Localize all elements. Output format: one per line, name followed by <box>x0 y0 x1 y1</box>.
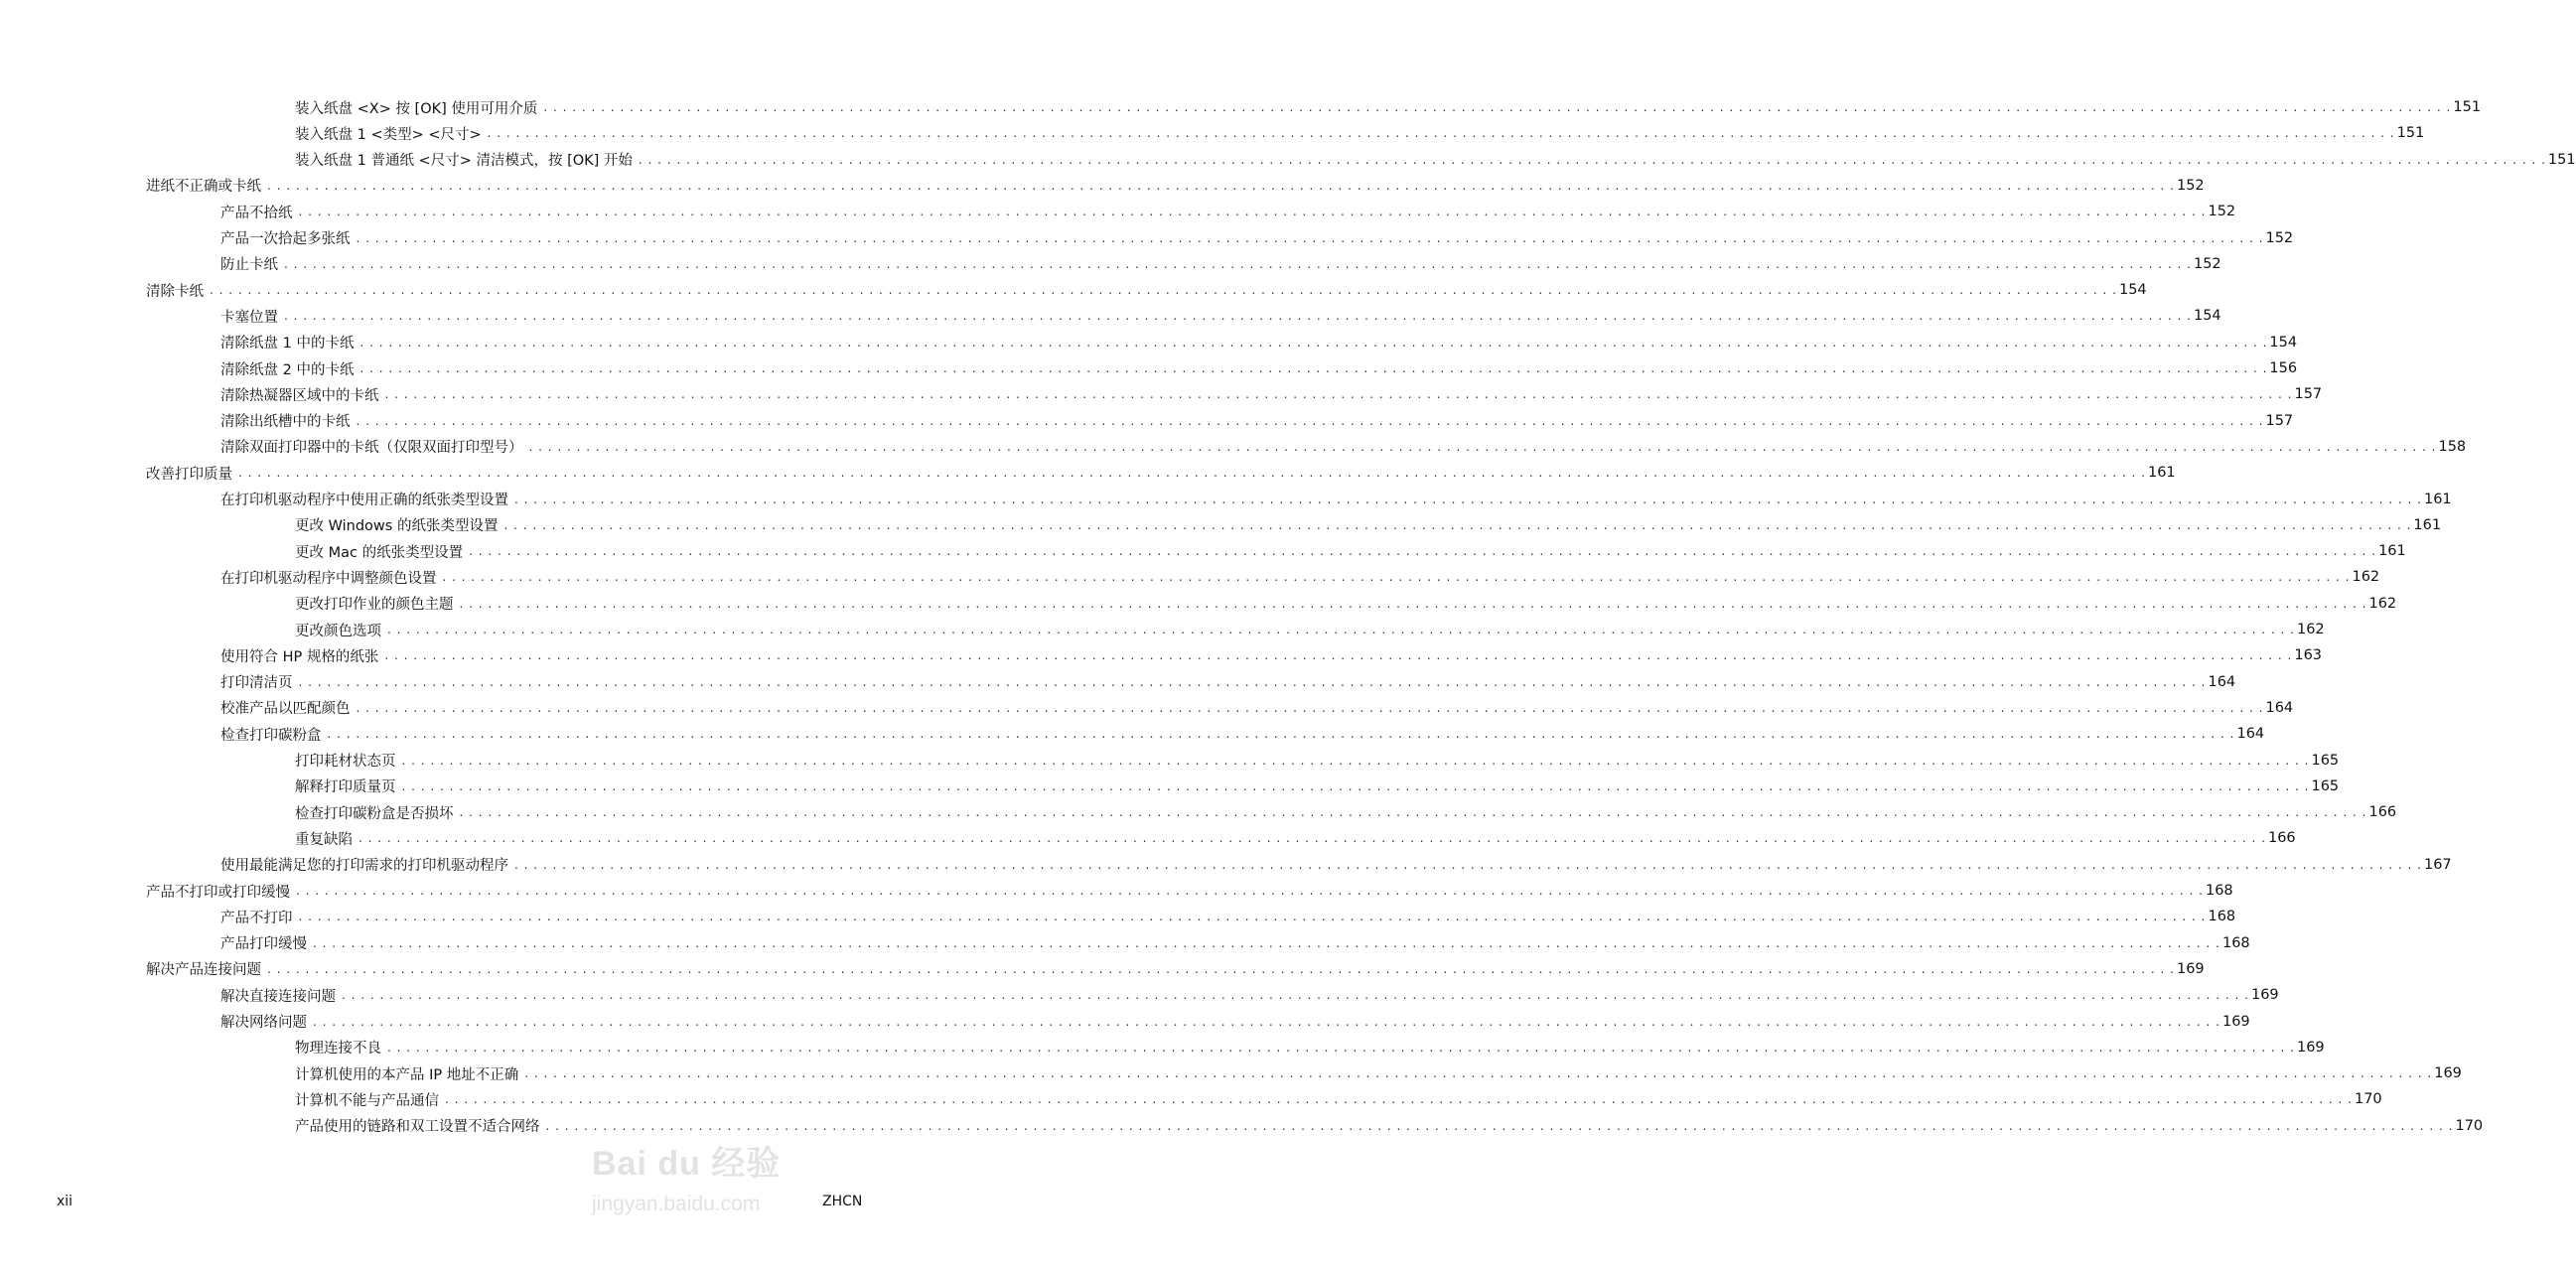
toc-entry-title: 进纸不正确或卡纸 <box>146 179 261 196</box>
dot-leader: . . . . . . . . . . . . . . . . . . . . . . . . . . . . . . . . . . . . . . . . . . . . . . . . . . . . . . . . . . . . . . . . . . . . . . . . . . . . . . . . . . . . . . . . . . . . . . . . . . . . . . . . . . . . . . . . . . . . . . . . . . . . . . . . . . . . . . . . . . . . . . . . . . . . . . . . . . . . . . . . . . . . . . . . . . . . . . . . . . . . . . . . . . . . . . . . . . . . . . . . <box>267 961 2175 976</box>
toc-entry-title: 打印耗材状态页 <box>295 754 396 770</box>
dot-leader: . . . . . . . . . . . . . . . . . . . . . . . . . . . . . . . . . . . . . . . . . . . . . . . . . . . . . . . . . . . . . . . . . . . . . . . . . . . . . . . . . . . . . . . . . . . . . . . . . . . . . . . . . . . . . . . . . . . . . . . . . . . . . . . . . . . . . . . . . . . . . . . . . . . . . . . . . . . . . . . . . . . . . . . . . . . . . . . . . . . . . . . . . . . . . . . . . . . . . . . . <box>387 1040 2295 1055</box>
toc-entry-page: 165 <box>2311 777 2340 794</box>
baidu-watermark <box>592 1144 816 1253</box>
toc-entry-page: 161 <box>2378 543 2406 560</box>
toc-entry-title: 解决网络问题 <box>220 1015 307 1031</box>
toc-entry-page: 167 <box>2423 856 2452 873</box>
toc-entry-page: 169 <box>2176 960 2205 977</box>
toc-entry[interactable] <box>295 825 2296 851</box>
toc-entry-title: 校准产品以匹配颜色 <box>220 701 351 718</box>
toc-entry-page: 156 <box>2269 360 2298 376</box>
toc-entry[interactable] <box>220 695 2294 721</box>
toc-entry[interactable] <box>220 199 2236 224</box>
toc-entry[interactable] <box>220 487 2452 512</box>
dot-leader: . . . . . . . . . . . . . . . . . . . . . . . . . . . . . . . . . . . . . . . . . . . . . . . . . . . . . . . . . . . . . . . . . . . . . . . . . . . . . . . . . . . . . . . . . . . . . . . . . . . . . . . . . . . . . . . . . . . . . . . . . . . . . . . . . . . . . . . . . . . . . . . . . . . . . . . . . . . . . . . . . . . . . . . . . . . . . . . . . . . . . . . . . . . . . . . . . . . . . . . . <box>543 100 2452 114</box>
toc-entry-title: 解决产品连接问题 <box>146 962 261 979</box>
dot-leader: . . . . . . . . . . . . . . . . . . . . . . . . . . . . . . . . . . . . . . . . . . . . . . . . . . . . . . . . . . . . . . . . . . . . . . . . . . . . . . . . . . . . . . . . . . . . . . . . . . . . . . . . . . . . . . . . . . . . . . . . . . . . . . . . . . . . . . . . . . . . . . . . . . . . . . . . . . . . . . . . . . . . . . . . . . . . . . . . . . . . . . . . . . . . . . . . . . . . . . . . <box>459 596 2367 611</box>
toc-entry[interactable] <box>220 381 2323 407</box>
toc-entry-page: 158 <box>2438 438 2467 455</box>
dot-leader: . . . . . . . . . . . . . . . . . . . . . . . . . . . . . . . . . . . . . . . . . . . . . . . . . . . . . . . . . . . . . . . . . . . . . . . . . . . . . . . . . . . . . . . . . . . . . . . . . . . . . . . . . . . . . . . . . . . . . . . . . . . . . . . . . . . . . . . . . . . . . . . . . . . . . . . . . . . . . . . . . . . . . . . . . . . . . . . . . . . . . . . . . . . . . . . . . . . . . . . . <box>267 178 2175 193</box>
toc-entry-page: 151 <box>2453 99 2482 115</box>
toc-entry-page: 169 <box>2296 1039 2325 1056</box>
toc-entry-page: 152 <box>2176 177 2205 194</box>
dot-leader: . . . . . . . . . . . . . . . . . . . . . . . . . . . . . . . . . . . . . . . . . . . . . . . . . . . . . . . . . . . . . . . . . . . . . . . . . . . . . . . . . . . . . . . . . . . . . . . . . . . . . . . . . . . . . . . . . . . . . . . . . . . . . . . . . . . . . . . . . . . . . . . . . . . . . . . . . . . . . . . . . . . . . . . . . . . . . . . . . . . . . . . . . . . . . . . . . . . . . . . . <box>384 648 2293 663</box>
toc-entry-title: 使用最能满足您的打印需求的打印机驱动程序 <box>220 858 508 875</box>
toc-entry-title: 在打印机驱动程序中使用正确的纸张类型设置 <box>220 493 508 508</box>
toc-entry-title: 卡塞位置 <box>220 309 278 326</box>
toc-entry-title: 检查打印碳粉盒是否损坏 <box>295 805 454 822</box>
toc-entry-title: 计算机不能与产品通信 <box>295 1092 439 1109</box>
dot-leader: . . . . . . . . . . . . . . . . . . . . . . . . . . . . . . . . . . . . . . . . . . . . . . . . . . . . . . . . . . . . . . . . . . . . . . . . . . . . . . . . . . . . . . . . . . . . . . . . . . . . . . . . . . . . . . . . . . . . . . . . . . . . . . . . . . . . . . . . . . . . . . . . . . . . . . . . . . . . . . . . . . . . . . . . . . . . . . . . . . . . . . . . . . . . . . . . . . . . . . . . <box>469 544 2377 559</box>
toc-entry-title: 更改 Windows 的纸张类型设置 <box>295 518 499 535</box>
toc-entry[interactable] <box>295 512 2442 538</box>
toc-entry-title: 打印清洁页 <box>220 675 293 692</box>
toc-entry-page: 161 <box>2147 465 2176 482</box>
dot-leader: . . . . . . . . . . . . . . . . . . . . . . . . . . . . . . . . . . . . . . . . . . . . . . . . . . . . . . . . . . . . . . . . . . . . . . . . . . . . . . . . . . . . . . . . . . . . . . . . . . . . . . . . . . . . . . . . . . . . . . . . . . . . . . . . . . . . . . . . . . . . . . . . . . . . . . . . . . . . . . . . . . . . . . . . . . . . . . . . . . . . . . . . . . . . . . . . . . . . . . . . <box>442 570 2351 585</box>
dot-leader: . . . . . . . . . . . . . . . . . . . . . . . . . . . . . . . . . . . . . . . . . . . . . . . . . . . . . . . . . . . . . . . . . . . . . . . . . . . . . . . . . . . . . . . . . . . . . . . . . . . . . . . . . . . . . . . . . . . . . . . . . . . . . . . . . . . . . . . . . . . . . . . . . . . . . . . . . . . . . . . . . . . . . . . . . . . . . . . . . . . . . . . . . . . . . . . . . . . . . . . . <box>487 126 2395 141</box>
toc-entry-page: 152 <box>2265 229 2294 246</box>
dot-leader: . . . . . . . . . . . . . . . . . . . . . . . . . . . . . . . . . . . . . . . . . . . . . . . . . . . . . . . . . . . . . . . . . . . . . . . . . . . . . . . . . . . . . . . . . . . . . . . . . . . . . . . . . . . . . . . . . . . . . . . . . . . . . . . . . . . . . . . . . . . . . . . . . . . . . . . . . . . . . . . . . . . . . . . . . . . . . . . . . . . . . . . . . . . . . . . . . . . . . . . . <box>545 1118 2454 1133</box>
toc-entry-page: 152 <box>2208 204 2236 220</box>
toc-entry-title: 产品不打印 <box>220 910 293 926</box>
toc-entry-page: 168 <box>2205 883 2233 899</box>
toc-entry[interactable] <box>295 1035 2325 1060</box>
toc-entry[interactable] <box>295 591 2397 617</box>
toc-entry-page: 165 <box>2311 752 2340 769</box>
dot-leader: . . . . . . . . . . . . . . . . . . . . . . . . . . . . . . . . . . . . . . . . . . . . . . . . . . . . . . . . . . . . . . . . . . . . . . . . . . . . . . . . . . . . . . . . . . . . . . . . . . . . . . . . . . . . . . . . . . . . . . . . . . . . . . . . . . . . . . . . . . . . . . . . . . . . . . . . . . . . . . . . . . . . . . . . . . . . . . . . . . . . . . . . . . . . . . . . . . . . . . . . <box>313 935 2220 950</box>
dot-leader: . . . . . . . . . . . . . . . . . . . . . . . . . . . . . . . . . . . . . . . . . . . . . . . . . . . . . . . . . . . . . . . . . . . . . . . . . . . . . . . . . . . . . . . . . . . . . . . . . . . . . . . . . . . . . . . . . . . . . . . . . . . . . . . . . . . . . . . . . . . . . . . . . . . . . . . . . . . . . . . . . . . . . . . . . . . . . . . . . . . . . . . . . . . . . . . . . . . . . . . . <box>638 152 2546 167</box>
toc-entry-title: 物理连接不良 <box>295 1041 381 1058</box>
dot-leader: . . . . . . . . . . . . . . . . . . . . . . . . . . . . . . . . . . . . . . . . . . . . . . . . . . . . . . . . . . . . . . . . . . . . . . . . . . . . . . . . . . . . . . . . . . . . . . . . . . . . . . . . . . . . . . . . . . . . . . . . . . . . . . . . . . . . . . . . . . . . . . . . . . . . . . . . . . . . . . . . . . . . . . . . . . . . . . . . . . . . . . . . . . . . . . . . . . . . . . . . <box>342 988 2249 1003</box>
toc-entry-page: 154 <box>2193 308 2221 325</box>
dot-leader: . . . . . . . . . . . . . . . . . . . . . . . . . . . . . . . . . . . . . . . . . . . . . . . . . . . . . . . . . . . . . . . . . . . . . . . . . . . . . . . . . . . . . . . . . . . . . . . . . . . . . . . . . . . . . . . . . . . . . . . . . . . . . . . . . . . . . . . . . . . . . . . . . . . . . . . . . . . . . . . . . . . . . . . . . . . . . . . . . . . . . . . . . . . . . . . . . . . . . . . . <box>359 335 2268 350</box>
toc-entry-page: 169 <box>2250 987 2279 1004</box>
toc-entry-title: 使用符合 HP 规格的纸张 <box>220 648 379 665</box>
toc-entry-title: 在打印机驱动程序中调整颜色设置 <box>220 570 437 587</box>
toc-entry-title: 产品使用的链路和双工设置不适合网络 <box>295 1119 540 1136</box>
dot-leader: . . . . . . . . . . . . . . . . . . . . . . . . . . . . . . . . . . . . . . . . . . . . . . . . . . . . . . . . . . . . . . . . . . . . . . . . . . . . . . . . . . . . . . . . . . . . . . . . . . . . . . . . . . . . . . . . . . . . . . . . . . . . . . . . . . . . . . . . . . . . . . . . . . . . . . . . . . . . . . . . . . . . . . . . . . . . . . . . . . . . . . . . . . . . . . . . . . . . . . . . <box>356 413 2264 428</box>
toc-entry-page: 161 <box>2423 491 2452 507</box>
toc-entry-title: 清除纸盘 2 中的卡纸 <box>220 361 355 378</box>
toc-entry[interactable] <box>295 799 2397 825</box>
toc-entry[interactable] <box>220 1009 2250 1035</box>
toc-entry[interactable] <box>146 460 2176 486</box>
toc-entry[interactable] <box>220 408 2294 434</box>
toc-entry-page: 170 <box>2455 1117 2484 1134</box>
toc-entry[interactable] <box>220 303 2221 329</box>
toc-entry[interactable] <box>220 852 2452 878</box>
toc-entry[interactable] <box>220 355 2298 381</box>
toc-entry-title: 清除出纸槽中的卡纸 <box>220 414 351 431</box>
toc-entry[interactable] <box>220 721 2265 747</box>
dot-leader: . . . . . . . . . . . . . . . . . . . . . . . . . . . . . . . . . . . . . . . . . . . . . . . . . . . . . . . . . . . . . . . . . . . . . . . . . . . . . . . . . . . . . . . . . . . . . . . . . . . . . . . . . . . . . . . . . . . . . . . . . . . . . . . . . . . . . . . . . . . . . . . . . . . . . . . . . . . . . . . . . . . . . . . . . . . . . . . . . . . . . . . . . . . . . . . . . . . . . . . . <box>524 1066 2433 1081</box>
toc-entry[interactable] <box>220 330 2298 355</box>
toc-entry-page: 166 <box>2368 804 2397 821</box>
toc-entry-title: 计算机使用的本产品 IP 地址不正确 <box>295 1066 519 1083</box>
toc-entry[interactable] <box>146 173 2205 199</box>
dot-leader: . . . . . . . . . . . . . . . . . . . . . . . . . . . . . . . . . . . . . . . . . . . . . . . . . . . . . . . . . . . . . . . . . . . . . . . . . . . . . . . . . . . . . . . . . . . . . . . . . . . . . . . . . . . . . . . . . . . . . . . . . . . . . . . . . . . . . . . . . . . . . . . . . . . . . . . . . . . . . . . . . . . . . . . . . . . . . . . . . . . . . . . . . . . . . . . . . . . . . . . . <box>210 283 2117 298</box>
toc-entry[interactable] <box>220 564 2380 590</box>
toc-entry-page: 166 <box>2267 830 2296 847</box>
dot-leader: . . . . . . . . . . . . . . . . . . . . . . . . . . . . . . . . . . . . . . . . . . . . . . . . . . . . . . . . . . . . . . . . . . . . . . . . . . . . . . . . . . . . . . . . . . . . . . . . . . . . . . . . . . . . . . . . . . . . . . . . . . . . . . . . . . . . . . . . . . . . . . . . . . . . . . . . . . . . . . . . . . . . . . . . . . . . . . . . . . . . . . . . . . . . . . . . . . . . . . . . <box>514 492 2422 506</box>
toc-entry-title: 清除双面打印器中的卡纸（仅限双面打印型号） <box>220 440 523 457</box>
toc-entry-title: 更改颜色选项 <box>295 623 381 639</box>
toc-entry-title: 产品打印缓慢 <box>220 936 307 953</box>
dot-leader: . . . . . . . . . . . . . . . . . . . . . . . . . . . . . . . . . . . . . . . . . . . . . . . . . . . . . . . . . . . . . . . . . . . . . . . . . . . . . . . . . . . . . . . . . . . . . . . . . . . . . . . . . . . . . . . . . . . . . . . . . . . . . . . . . . . . . . . . . . . . . . . . . . . . . . . . . . . . . . . . . . . . . . . . . . . . . . . . . . . . . . . . . . . . . . . . . . . . . . . . <box>459 805 2367 820</box>
page-number: xii <box>57 1194 73 1209</box>
toc-entry-title: 产品一次拾起多张纸 <box>220 231 351 247</box>
toc-entry[interactable] <box>220 982 2279 1008</box>
toc-entry[interactable] <box>295 1113 2484 1139</box>
toc-entry-page: 152 <box>2193 255 2221 272</box>
dot-leader: . . . . . . . . . . . . . . . . . . . . . . . . . . . . . . . . . . . . . . . . . . . . . . . . . . . . . . . . . . . . . . . . . . . . . . . . . . . . . . . . . . . . . . . . . . . . . . . . . . . . . . . . . . . . . . . . . . . . . . . . . . . . . . . . . . . . . . . . . . . . . . . . . . . . . . . . . . . . . . . . . . . . . . . . . . . . . . . . . . . . . . . . . . . . . . . . . . . . . . . . <box>356 230 2264 245</box>
toc-entry[interactable] <box>295 1060 2462 1086</box>
toc-entry-title: 解释打印质量页 <box>295 779 396 796</box>
toc-entry[interactable] <box>295 774 2340 799</box>
dot-leader: . . . . . . . . . . . . . . . . . . . . . . . . . . . . . . . . . . . . . . . . . . . . . . . . . . . . . . . . . . . . . . . . . . . . . . . . . . . . . . . . . . . . . . . . . . . . . . . . . . . . . . . . . . . . . . . . . . . . . . . . . . . . . . . . . . . . . . . . . . . . . . . . . . . . . . . . . . . . . . . . . . . . . . . . . . . . . . . . . . . . . . . . . . . . . . . . . . . . . . . . <box>514 857 2422 872</box>
toc-entry-page: 168 <box>2208 909 2236 925</box>
toc-entry-title: 清除卡纸 <box>146 283 204 300</box>
toc-entry-page: 164 <box>2208 673 2236 690</box>
toc-entry-title: 清除纸盘 1 中的卡纸 <box>220 336 355 353</box>
dot-leader: . . . . . . . . . . . . . . . . . . . . . . . . . . . . . . . . . . . . . . . . . . . . . . . . . . . . . . . . . . . . . . . . . . . . . . . . . . . . . . . . . . . . . . . . . . . . . . . . . . . . . . . . . . . . . . . . . . . . . . . . . . . . . . . . . . . . . . . . . . . . . . . . . . . . . . . . . . . . . . . . . . . . . . . . . . . . . . . . . . . . . . . . . . . . . . . . . . . . . . . . <box>387 623 2295 636</box>
toc-entry[interactable] <box>220 434 2467 460</box>
toc-entry-title: 更改打印作业的颜色主题 <box>295 597 454 614</box>
dot-leader: . . . . . . . . . . . . . . . . . . . . . . . . . . . . . . . . . . . . . . . . . . . . . . . . . . . . . . . . . . . . . . . . . . . . . . . . . . . . . . . . . . . . . . . . . . . . . . . . . . . . . . . . . . . . . . . . . . . . . . . . . . . . . . . . . . . . . . . . . . . . . . . . . . . . . . . . . . . . . . . . . . . . . . . . . . . . . . . . . . . . . . . . . . . . . . . . . . . . . . . . <box>238 466 2146 481</box>
watermark-url: jingyan.baidu.com <box>592 1193 761 1215</box>
toc-entry-page: 169 <box>2434 1065 2462 1082</box>
toc-entry[interactable] <box>295 94 2482 120</box>
dot-leader: . . . . . . . . . . . . . . . . . . . . . . . . . . . . . . . . . . . . . . . . . . . . . . . . . . . . . . . . . . . . . . . . . . . . . . . . . . . . . . . . . . . . . . . . . . . . . . . . . . . . . . . . . . . . . . . . . . . . . . . . . . . . . . . . . . . . . . . . . . . . . . . . . . . . . . . . . . . . . . . . . . . . . . . . . . . . . . . . . . . . . . . . . . . . . . . . . . . . . . . . <box>296 884 2204 898</box>
toc-entry-title: 防止卡纸 <box>220 257 278 274</box>
toc-entry-title: 装入纸盘 1 普通纸 <尺寸> 清洁模式，按 [OK] 开始 <box>295 153 633 170</box>
toc-entry-page: 162 <box>2296 622 2325 637</box>
dot-leader: . . . . . . . . . . . . . . . . . . . . . . . . . . . . . . . . . . . . . . . . . . . . . . . . . . . . . . . . . . . . . . . . . . . . . . . . . . . . . . . . . . . . . . . . . . . . . . . . . . . . . . . . . . . . . . . . . . . . . . . . . . . . . . . . . . . . . . . . . . . . . . . . . . . . . . . . . . . . . . . . . . . . . . . . . . . . . . . . . . . . . . . . . . . . . . . . . . . . . . . . <box>298 205 2207 219</box>
toc-entry-page: 163 <box>2294 647 2323 664</box>
toc-entry[interactable] <box>295 617 2325 642</box>
dot-leader: . . . . . . . . . . . . . . . . . . . . . . . . . . . . . . . . . . . . . . . . . . . . . . . . . . . . . . . . . . . . . . . . . . . . . . . . . . . . . . . . . . . . . . . . . . . . . . . . . . . . . . . . . . . . . . . . . . . . . . . . . . . . . . . . . . . . . . . . . . . . . . . . . . . . . . . . . . . . . . . . . . . . . . . . . . . . . . . . . . . . . . . . . . . . . . . . . . . . . . . . <box>298 674 2207 689</box>
toc-entry-page: 151 <box>2396 125 2425 142</box>
toc-entry-title: 装入纸盘 1 <类型> <尺寸> <box>295 126 482 143</box>
toc-entry[interactable] <box>220 642 2323 668</box>
dot-leader: . . . . . . . . . . . . . . . . . . . . . . . . . . . . . . . . . . . . . . . . . . . . . . . . . . . . . . . . . . . . . . . . . . . . . . . . . . . . . . . . . . . . . . . . . . . . . . . . . . . . . . . . . . . . . . . . . . . . . . . . . . . . . . . . . . . . . . . . . . . . . . . . . . . . . . . . . . . . . . . . . . . . . . . . . . . . . . . . . . . . . . . . . . . . . . . . . . . . . . . . <box>359 361 2268 375</box>
toc-entry[interactable] <box>295 538 2406 564</box>
toc-entry-page: 154 <box>2269 334 2298 351</box>
dot-leader: . . . . . . . . . . . . . . . . . . . . . . . . . . . . . . . . . . . . . . . . . . . . . . . . . . . . . . . . . . . . . . . . . . . . . . . . . . . . . . . . . . . . . . . . . . . . . . . . . . . . . . . . . . . . . . . . . . . . . . . . . . . . . . . . . . . . . . . . . . . . . . . . . . . . . . . . . . . . . . . . . . . . . . . . . . . . . . . . . . . . . . . . . . . . . . . . . . . . . . . . <box>358 831 2266 846</box>
toc-entry[interactable] <box>220 669 2236 695</box>
dot-leader: . . . . . . . . . . . . . . . . . . . . . . . . . . . . . . . . . . . . . . . . . . . . . . . . . . . . . . . . . . . . . . . . . . . . . . . . . . . . . . . . . . . . . . . . . . . . . . . . . . . . . . . . . . . . . . . . . . . . . . . . . . . . . . . . . . . . . . . . . . . . . . . . . . . . . . . . . . . . . . . . . . . . . . . . . . . . . . . . . . . . . . . . . . . . . . . . . . . . . . . . <box>284 309 2192 324</box>
toc-entry[interactable] <box>220 251 2221 277</box>
dot-leader: . . . . . . . . . . . . . . . . . . . . . . . . . . . . . . . . . . . . . . . . . . . . . . . . . . . . . . . . . . . . . . . . . . . . . . . . . . . . . . . . . . . . . . . . . . . . . . . . . . . . . . . . . . . . . . . . . . . . . . . . . . . . . . . . . . . . . . . . . . . . . . . . . . . . . . . . . . . . . . . . . . . . . . . . . . . . . . . . . . . . . . . . . . . . . . . . . . . . . . . . <box>401 753 2310 768</box>
toc-entry-page: 168 <box>2221 934 2250 951</box>
toc-entry-page: 162 <box>2368 595 2397 612</box>
dot-leader: . . . . . . . . . . . . . . . . . . . . . . . . . . . . . . . . . . . . . . . . . . . . . . . . . . . . . . . . . . . . . . . . . . . . . . . . . . . . . . . . . . . . . . . . . . . . . . . . . . . . . . . . . . . . . . . . . . . . . . . . . . . . . . . . . . . . . . . . . . . . . . . . . . . . . . . . . . . . . . . . . . . . . . . . . . . . . . . . . . . . . . . . . . . . . . . . . . . . . . . . <box>313 1014 2220 1029</box>
dot-leader: . . . . . . . . . . . . . . . . . . . . . . . . . . . . . . . . . . . . . . . . . . . . . . . . . . . . . . . . . . . . . . . . . . . . . . . . . . . . . . . . . . . . . . . . . . . . . . . . . . . . . . . . . . . . . . . . . . . . . . . . . . . . . . . . . . . . . . . . . . . . . . . . . . . . . . . . . . . . . . . . . . . . . . . . . . . . . . . . . . . . . . . . . . . . . . . . . . . . . . . . <box>298 910 2207 924</box>
toc-entry-page: 169 <box>2221 1013 2250 1030</box>
toc-entry[interactable] <box>146 878 2233 904</box>
toc-entry-page: 170 <box>2354 1091 2382 1108</box>
toc-entry-title: 更改 Mac 的纸张类型设置 <box>295 544 464 561</box>
toc-entry[interactable] <box>295 1086 2382 1112</box>
toc-entry[interactable] <box>220 930 2250 956</box>
dot-leader: . . . . . . . . . . . . . . . . . . . . . . . . . . . . . . . . . . . . . . . . . . . . . . . . . . . . . . . . . . . . . . . . . . . . . . . . . . . . . . . . . . . . . . . . . . . . . . . . . . . . . . . . . . . . . . . . . . . . . . . . . . . . . . . . . . . . . . . . . . . . . . . . . . . . . . . . . . . . . . . . . . . . . . . . . . . . . . . . . . . . . . . . . . . . . . . . . . . . . . . . <box>528 439 2437 454</box>
toc-entry-page: 161 <box>2413 516 2442 533</box>
toc-entry[interactable] <box>220 225 2294 251</box>
toc-entry-page: 157 <box>2294 386 2323 403</box>
dot-leader: . . . . . . . . . . . . . . . . . . . . . . . . . . . . . . . . . . . . . . . . . . . . . . . . . . . . . . . . . . . . . . . . . . . . . . . . . . . . . . . . . . . . . . . . . . . . . . . . . . . . . . . . . . . . . . . . . . . . . . . . . . . . . . . . . . . . . . . . . . . . . . . . . . . . . . . . . . . . . . . . . . . . . . . . . . . . . . . . . . . . . . . . . . . . . . . . . . . . . . . . <box>327 727 2235 742</box>
toc-entry-page: 151 <box>2547 151 2576 168</box>
dot-leader: . . . . . . . . . . . . . . . . . . . . . . . . . . . . . . . . . . . . . . . . . . . . . . . . . . . . . . . . . . . . . . . . . . . . . . . . . . . . . . . . . . . . . . . . . . . . . . . . . . . . . . . . . . . . . . . . . . . . . . . . . . . . . . . . . . . . . . . . . . . . . . . . . . . . . . . . . . . . . . . . . . . . . . . . . . . . . . . . . . . . . . . . . . . . . . . . . . . . . . . . <box>401 778 2310 793</box>
toc-entry-page: 162 <box>2352 569 2380 586</box>
toc-entry-page: 154 <box>2118 282 2147 299</box>
toc-entry[interactable] <box>146 956 2205 982</box>
toc-entry[interactable] <box>295 147 2576 173</box>
toc-entry-title: 产品不拾纸 <box>220 205 293 221</box>
toc-entry-page: 164 <box>2236 726 2265 743</box>
watermark-logo: Bai du 经验 <box>592 1145 782 1183</box>
toc-entry-page: 164 <box>2265 699 2294 716</box>
toc-entry-title: 检查打印碳粉盒 <box>220 727 322 744</box>
toc-entry-page: 157 <box>2265 412 2294 429</box>
toc-entry-title: 产品不打印或打印缓慢 <box>146 884 290 901</box>
dot-leader: . . . . . . . . . . . . . . . . . . . . . . . . . . . . . . . . . . . . . . . . . . . . . . . . . . . . . . . . . . . . . . . . . . . . . . . . . . . . . . . . . . . . . . . . . . . . . . . . . . . . . . . . . . . . . . . . . . . . . . . . . . . . . . . . . . . . . . . . . . . . . . . . . . . . . . . . . . . . . . . . . . . . . . . . . . . . . . . . . . . . . . . . . . . . . . . . . . . . . . . . <box>503 517 2412 532</box>
dot-leader: . . . . . . . . . . . . . . . . . . . . . . . . . . . . . . . . . . . . . . . . . . . . . . . . . . . . . . . . . . . . . . . . . . . . . . . . . . . . . . . . . . . . . . . . . . . . . . . . . . . . . . . . . . . . . . . . . . . . . . . . . . . . . . . . . . . . . . . . . . . . . . . . . . . . . . . . . . . . . . . . . . . . . . . . . . . . . . . . . . . . . . . . . . . . . . . . . . . . . . . . <box>356 700 2264 715</box>
toc-entry[interactable] <box>295 120 2425 146</box>
dot-leader: . . . . . . . . . . . . . . . . . . . . . . . . . . . . . . . . . . . . . . . . . . . . . . . . . . . . . . . . . . . . . . . . . . . . . . . . . . . . . . . . . . . . . . . . . . . . . . . . . . . . . . . . . . . . . . . . . . . . . . . . . . . . . . . . . . . . . . . . . . . . . . . . . . . . . . . . . . . . . . . . . . . . . . . . . . . . . . . . . . . . . . . . . . . . . . . . . . . . . . . . <box>445 1092 2353 1107</box>
locale-code: ZHCN <box>822 1194 863 1209</box>
toc-entry[interactable] <box>220 904 2236 929</box>
toc-entry-title: 解决直接连接问题 <box>220 988 336 1005</box>
dot-leader: . . . . . . . . . . . . . . . . . . . . . . . . . . . . . . . . . . . . . . . . . . . . . . . . . . . . . . . . . . . . . . . . . . . . . . . . . . . . . . . . . . . . . . . . . . . . . . . . . . . . . . . . . . . . . . . . . . . . . . . . . . . . . . . . . . . . . . . . . . . . . . . . . . . . . . . . . . . . . . . . . . . . . . . . . . . . . . . . . . . . . . . . . . . . . . . . . . . . . . . . <box>284 256 2192 271</box>
toc-entry-title: 重复缺陷 <box>295 831 353 848</box>
toc-entry[interactable] <box>146 277 2147 303</box>
toc-entry-title: 改善打印质量 <box>146 466 232 483</box>
toc-entry-title: 清除热凝器区域中的卡纸 <box>220 387 379 404</box>
dot-leader: . . . . . . . . . . . . . . . . . . . . . . . . . . . . . . . . . . . . . . . . . . . . . . . . . . . . . . . . . . . . . . . . . . . . . . . . . . . . . . . . . . . . . . . . . . . . . . . . . . . . . . . . . . . . . . . . . . . . . . . . . . . . . . . . . . . . . . . . . . . . . . . . . . . . . . . . . . . . . . . . . . . . . . . . . . . . . . . . . . . . . . . . . . . . . . . . . . . . . . . . <box>384 387 2293 402</box>
toc-entry[interactable] <box>295 748 2340 774</box>
toc-entry-title: 装入纸盘 <X> 按 [OK] 使用可用介质 <box>295 100 538 117</box>
